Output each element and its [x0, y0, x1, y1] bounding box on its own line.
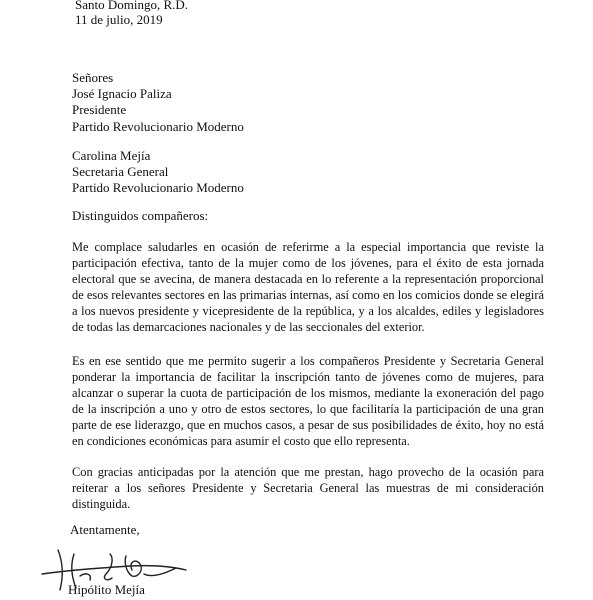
recipient-2-title: Secretaria General [72, 164, 169, 179]
greeting: Distinguidos compañeros: [72, 208, 209, 223]
recipient-1-org: Partido Revolucionario Moderno [72, 119, 244, 134]
recipient-salutation: Señores [72, 70, 114, 85]
paragraph-2: Es en ese sentido que me permito sugerir a los compañeros Presidente y Secretaria General ponderar la importancia de facilitar la inscripción tanto de jóvenes como de mujeres, para alcanzar o superar la cuota de participación de los mismos, mediante la exoneración del pago de la inscripción a uno y otro de estos sectores, lo que facilitaría la participación de una gran parte de ese liderazgo, que en muchos casos, a pesar de sus posibilidades de éxito, hoy no está en condiciones económicas para asumir el costo que ello representa. [72, 354, 544, 448]
recipient-1-name: José Ignacio Paliza [72, 86, 172, 101]
recipient-1-title: Presidente [72, 102, 127, 117]
signer-name: Hipólito Mejía [68, 582, 145, 597]
recipient-2-org: Partido Revolucionario Moderno [72, 180, 244, 195]
letter-date: 11 de julio, 2019 [75, 12, 163, 27]
paragraph-1: Me complace saludarles en ocasión de referirme a la especial importancia que reviste la participación efectiva, tanto de la mujer como de los jóvenes, para el éxito de esta jornada electoral que se avecina, de manera destacada en lo referente a la representación proporcional de esos relevantes sectores en las primarias internas, así como en los comicios donde se elegirá a los nuevos presidente y vicepresidente de la república, y a los alcaldes, ediles y legisladores de todas las demarcaciones nacionales y de las seccionales del exterior. [72, 240, 544, 334]
paragraph-3: Con gracias anticipadas por la atención que me prestan, hago provecho de la ocasión para reiterar a los señores Presidente y Secretaria General las muestras de mi consideración distinguida. [72, 465, 544, 511]
closing: Atentamente, [70, 522, 140, 537]
recipient-2-name: Carolina Mejía [72, 148, 151, 163]
letter-location: Santo Domingo, R.D. [75, 0, 189, 12]
